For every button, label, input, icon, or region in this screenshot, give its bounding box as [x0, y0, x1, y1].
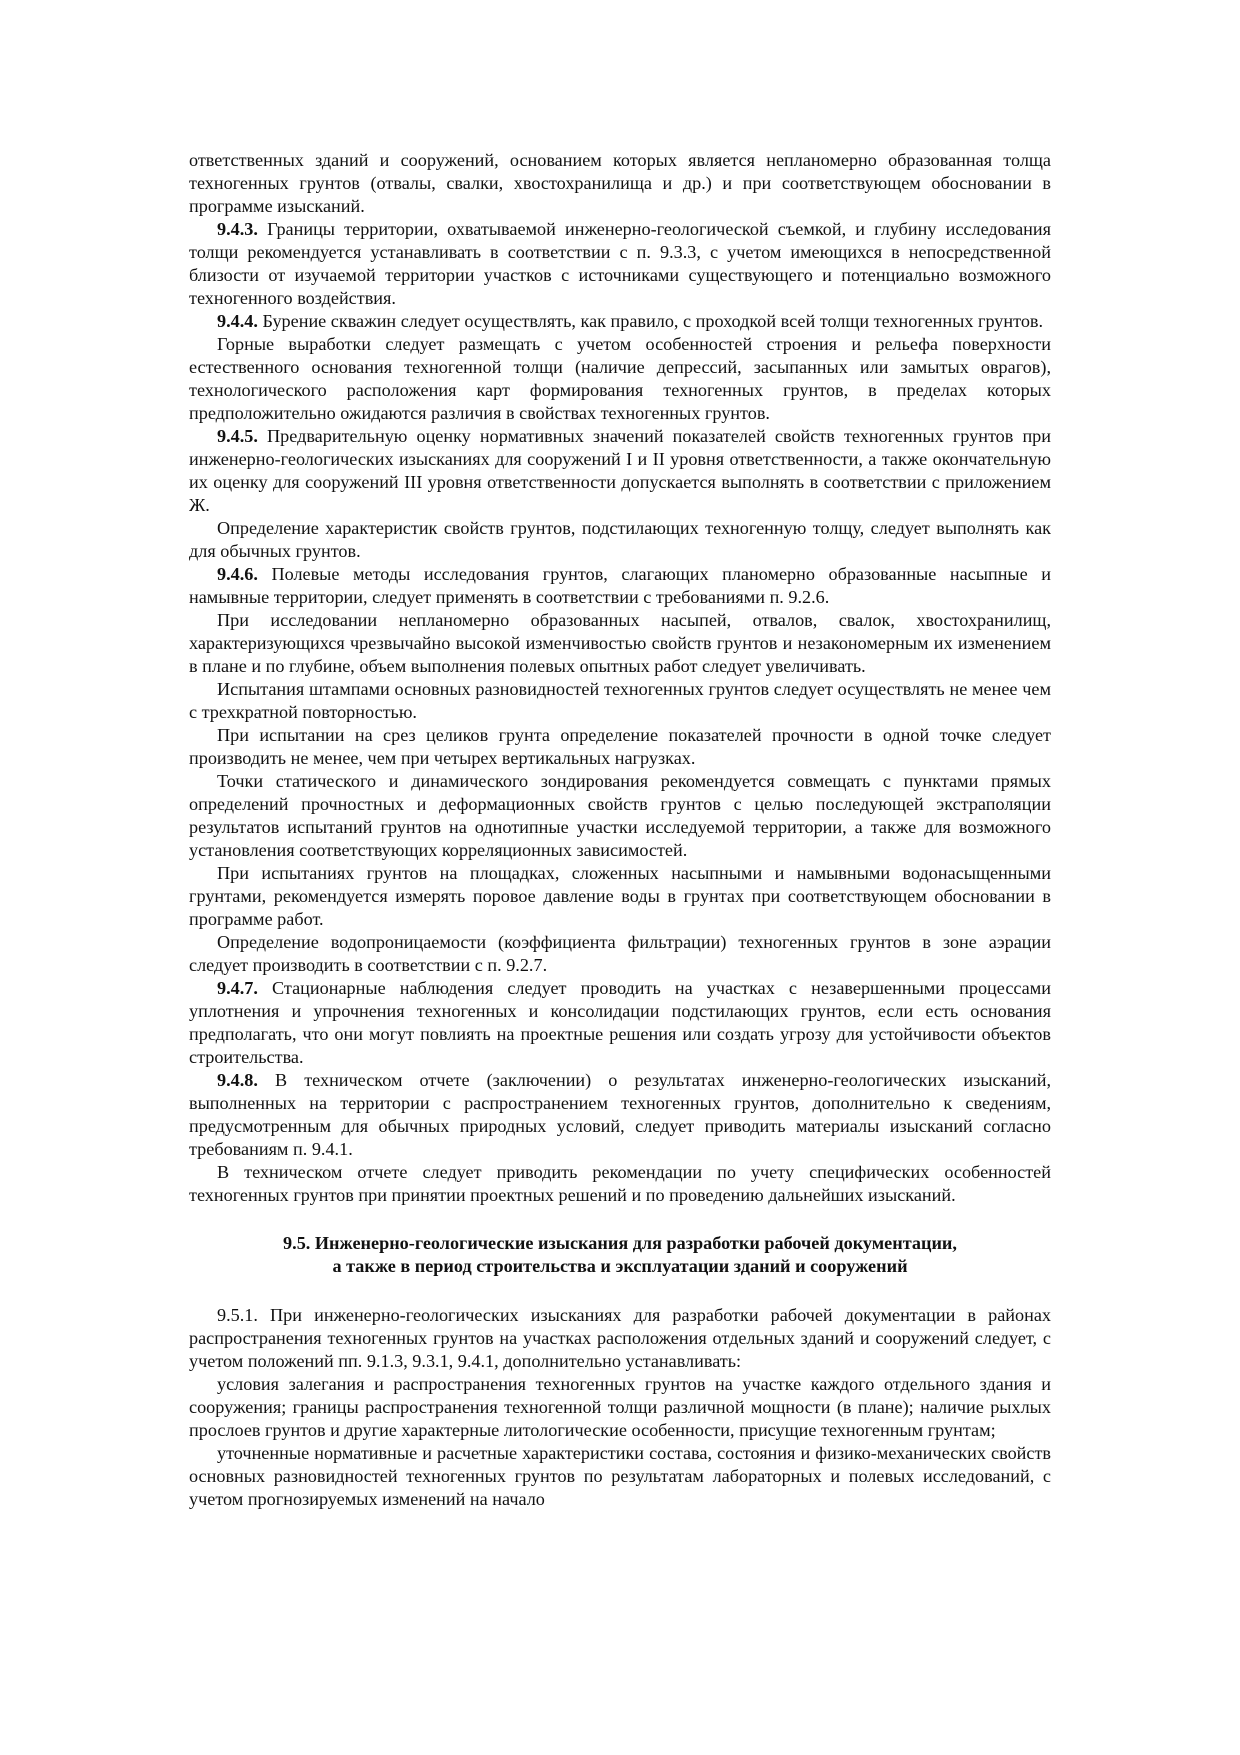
- paragraph: Горные выработки следует размещать с учетом особенностей строения и рельефа поверхности естественного основания техногенной толщи (наличие депрессий, засыпанных или замытых оврагов), технологического расположения карт формирования техногенных грунтов, в пределах которых предположительно ожидаются различия в свойствах техногенных грунтов.: [189, 334, 1051, 423]
- section-heading-line: а также в период строительства и эксплуатации зданий и сооружений: [332, 1256, 908, 1276]
- clause-9-4-7: [189, 977, 1051, 1069]
- clause-9-4-4: [189, 310, 1051, 333]
- clause-text: В техническом отчете (заключении) о результатах инженерно-геологических изысканий, выполненных на территории с распространением техногенных грунтов, дополнительно к сведениям, предусмотренным для обычных природных условий, следует приводить материалы изысканий согласно требованиям п. 9.4.1.: [189, 1070, 1052, 1159]
- clause-number: 9.4.4.: [217, 311, 258, 331]
- clause-9-4-5: [189, 425, 1051, 517]
- paragraph: 9.5.1. При инженерно-геологических изысканиях для разработки рабочей документации в районах распространения техногенных грунтов на участках расположения отдельных зданий и сооружений следует, с учетом положений пп. 9.1.3, 9.3.1, 9.4.1, дополнительно устанавливать:: [189, 1305, 1051, 1371]
- clause-text: Полевые методы исследования грунтов, слагающих планомерно образованные насыпные и намывные территории, следует применять в соответствии с требованиями п. 9.2.6.: [189, 564, 1051, 607]
- clause-number: 9.4.5.: [217, 426, 258, 446]
- clause-text: Бурение скважин следует осуществлять, как правило, с проходкой всей толщи техногенных грунтов.: [262, 311, 1044, 331]
- paragraph: ответственных зданий и сооружений, основанием которых является непланомерно образованная толща техногенных грунтов (отвалы, свалки, хвостохранилища и др.) и при соответствующем обосновании в программе изысканий.: [189, 150, 1051, 216]
- clause-number: 9.4.6.: [217, 564, 258, 584]
- document-page: [189, 149, 1051, 1511]
- section-heading-line: 9.5. Инженерно-геологические изыскания для разработки рабочей документации,: [283, 1233, 957, 1253]
- clause-9-4-8: [189, 1069, 1051, 1161]
- clause-text: Предварительную оценку нормативных значений показателей свойств техногенных грунтов при инженерно-геологических изысканиях для сооружений I и II уровня ответственности, а также окончательную их оценку для сооружений III уровня ответственности допускается выполнять в соответствии с приложением Ж.: [189, 426, 1052, 515]
- clause-number: 9.4.8.: [217, 1070, 258, 1090]
- paragraph: Определение водопроницаемости (коэффициента фильтрации) техногенных грунтов в зоне аэрации следует производить в соответствии с п. 9.2.7.: [189, 932, 1051, 975]
- clause-9-4-3: [189, 218, 1051, 310]
- clause-number: 9.4.7.: [217, 978, 258, 998]
- paragraph: Определение характеристик свойств грунтов, подстилающих техногенную толщу, следует выполнять как для обычных грунтов.: [189, 518, 1051, 561]
- clause-number: 9.4.3.: [217, 219, 258, 239]
- paragraph: При испытании на срез целиков грунта определение показателей прочности в одной точке следует производить не менее, чем при четырех вертикальных нагрузках.: [189, 725, 1051, 768]
- paragraph: Точки статического и динамического зондирования рекомендуется совмещать с пунктами прямых определений прочностных и деформационных свойств грунтов с целью последующей экстраполяции результатов испытаний грунтов на однотипные участки исследуемой территории, а также для возможного установления соответствующих корреляционных зависимостей.: [189, 771, 1051, 860]
- paragraph: При испытаниях грунтов на площадках, сложенных насыпными и намывными водонасыщенными грунтами, рекомендуется измерять поровое давление воды в грунтах при соответствующем обосновании в программе работ.: [189, 863, 1051, 929]
- clause-9-4-6: [189, 563, 1051, 609]
- paragraph: В техническом отчете следует приводить рекомендации по учету специфических особенностей техногенных грунтов при принятии проектных решений и по проведению дальнейших изысканий.: [189, 1162, 1051, 1205]
- paragraph: При исследовании непланомерно образованных насыпей, отвалов, свалок, хвостохранилищ, характеризующихся чрезвычайно высокой изменчивостью свойств грунтов и незакономерным их изменением в плане и по глубине, объем выполнения полевых опытных работ следует увеличивать.: [189, 610, 1051, 676]
- clause-text: Границы территории, охватываемой инженерно-геологической съемкой, и глубину исследования толщи рекомендуется устанавливать в соответствии с п. 9.3.3, с учетом имеющихся в непосредственной близости от изучаемой территории участков с источниками существующего и потенциально возможного техногенного воздействия.: [189, 219, 1051, 308]
- paragraph: Испытания штампами основных разновидностей техногенных грунтов следует осуществлять не менее чем с трехкратной повторностью.: [189, 679, 1051, 722]
- paragraph: уточненные нормативные и расчетные характеристики состава, состояния и физико-механических свойств основных разновидностей техногенных грунтов по результатам лабораторных и полевых исследований, с учетом прогнозируемых изменений на начало: [189, 1443, 1051, 1509]
- section-heading-9-5: [189, 1232, 1051, 1278]
- paragraph: условия залегания и распространения техногенных грунтов на участке каждого отдельного здания и сооружения; границы распространения техногенной толщи различной мощности (в плане); наличие рыхлых прослоев грунтов и другие характерные литологические особенности, присущие техногенным грунтам;: [189, 1374, 1051, 1440]
- clause-text: Стационарные наблюдения следует проводить на участках с незавершенными процессами уплотнения и упрочнения техногенных и консолидации подстилающих грунтов, если есть основания предполагать, что они могут повлиять на проектные решения или создать угрозу для устойчивости объектов строительства.: [189, 978, 1052, 1067]
